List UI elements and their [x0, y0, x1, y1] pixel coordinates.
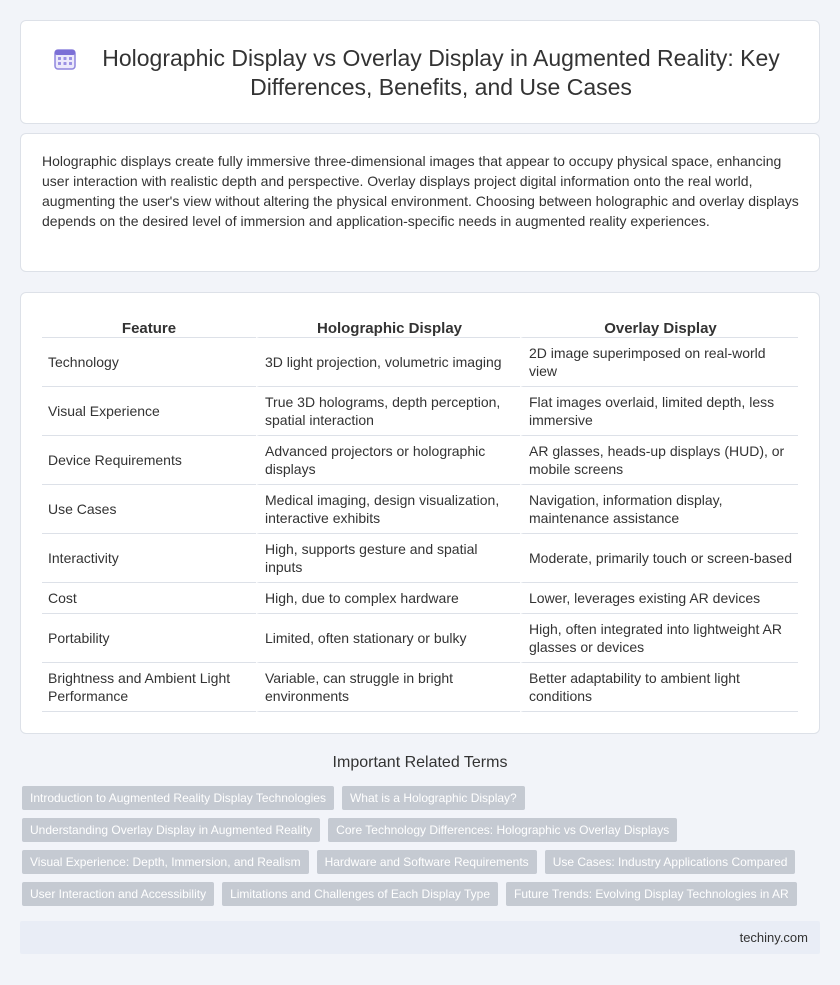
- column-header-holographic: Holographic Display: [256, 315, 520, 338]
- tag-row: [22, 818, 822, 842]
- table-cell-holographic: High, supports gesture and spatial inputs: [256, 534, 520, 583]
- header-card: [20, 20, 820, 124]
- table-row: [42, 338, 798, 387]
- table-cell-overlay: Lower, leverages existing AR devices: [520, 583, 798, 614]
- related-term-tag[interactable]: Visual Experience: Depth, Immersion, and Realism: [22, 850, 309, 874]
- tag-row: [22, 786, 822, 810]
- table-cell-feature: Brightness and Ambient Light Performance: [42, 663, 256, 712]
- table-row: [42, 663, 798, 712]
- table-cell-overlay: Moderate, primarily touch or screen-based: [520, 534, 798, 583]
- table-cell-overlay: Navigation, information display, maintenance assistance: [520, 485, 798, 534]
- table-cell-feature: Technology: [42, 338, 256, 387]
- table-row: [42, 436, 798, 485]
- table-cell-overlay: Flat images overlaid, limited depth, less immersive: [520, 387, 798, 436]
- intro-paragraph: Holographic displays create fully immersive three-dimensional images that appear to occupy physical space, enhancing user interaction with realistic depth and perspective. Overlay displays project digital information onto the real world, augmenting the user's view without altering the physical environment. Choosing between holographic and overlay displays depends on the desired level of immersion and application-specific needs in augmented reality experiences.: [42, 153, 799, 229]
- page-title: Holographic Display vs Overlay Display in Augmented Reality: Key Differences, Benefits, and Use Cases: [102, 45, 780, 100]
- comparison-table: [42, 315, 798, 712]
- column-header-feature: Feature: [42, 315, 256, 338]
- related-term-tag[interactable]: Hardware and Software Requirements: [317, 850, 537, 874]
- table-row: [42, 534, 798, 583]
- table-row: [42, 583, 798, 614]
- tag-row: [22, 850, 822, 874]
- table-cell-feature: Use Cases: [42, 485, 256, 534]
- related-terms-heading: Important Related Terms: [332, 754, 508, 771]
- table-cell-holographic: True 3D holograms, depth perception, spatial interaction: [256, 387, 520, 436]
- table-cell-overlay: Better adaptability to ambient light conditions: [520, 663, 798, 712]
- table-cell-holographic: Advanced projectors or holographic displays: [256, 436, 520, 485]
- footer-site-link[interactable]: techiny.com: [739, 930, 808, 945]
- related-terms-list: [22, 786, 822, 914]
- table-cell-holographic: Limited, often stationary or bulky: [256, 614, 520, 663]
- tag-row: [22, 882, 822, 906]
- column-header-overlay: Overlay Display: [520, 315, 798, 338]
- table-cell-overlay: AR glasses, heads-up displays (HUD), or mobile screens: [520, 436, 798, 485]
- table-cell-overlay: 2D image superimposed on real-world view: [520, 338, 798, 387]
- table-cell-feature: Portability: [42, 614, 256, 663]
- table-cell-holographic: High, due to complex hardware: [256, 583, 520, 614]
- related-term-tag[interactable]: Understanding Overlay Display in Augmented Reality: [22, 818, 320, 842]
- footer: [20, 921, 820, 954]
- table-cell-feature: Visual Experience: [42, 387, 256, 436]
- table-row: [42, 387, 798, 436]
- table-cell-overlay: High, often integrated into lightweight AR glasses or devices: [520, 614, 798, 663]
- related-term-tag[interactable]: Limitations and Challenges of Each Display Type: [222, 882, 498, 906]
- related-term-tag[interactable]: Use Cases: Industry Applications Compared: [545, 850, 796, 874]
- table-cell-holographic: 3D light projection, volumetric imaging: [256, 338, 520, 387]
- related-term-tag[interactable]: User Interaction and Accessibility: [22, 882, 214, 906]
- related-term-tag[interactable]: Introduction to Augmented Reality Display Technologies: [22, 786, 334, 810]
- table-cell-holographic: Medical imaging, design visualization, interactive exhibits: [256, 485, 520, 534]
- table-cell-feature: Interactivity: [42, 534, 256, 583]
- table-cell-feature: Cost: [42, 583, 256, 614]
- related-term-tag[interactable]: Future Trends: Evolving Display Technologies in AR: [506, 882, 797, 906]
- table-row: [42, 614, 798, 663]
- table-header-row: [42, 315, 798, 338]
- table-cell-holographic: Variable, can struggle in bright environments: [256, 663, 520, 712]
- table-row: [42, 485, 798, 534]
- intro-card: [20, 133, 820, 272]
- table-cell-feature: Device Requirements: [42, 436, 256, 485]
- related-term-tag[interactable]: What is a Holographic Display?: [342, 786, 525, 810]
- comparison-table-card: [20, 292, 820, 734]
- related-term-tag[interactable]: Core Technology Differences: Holographic vs Overlay Displays: [328, 818, 677, 842]
